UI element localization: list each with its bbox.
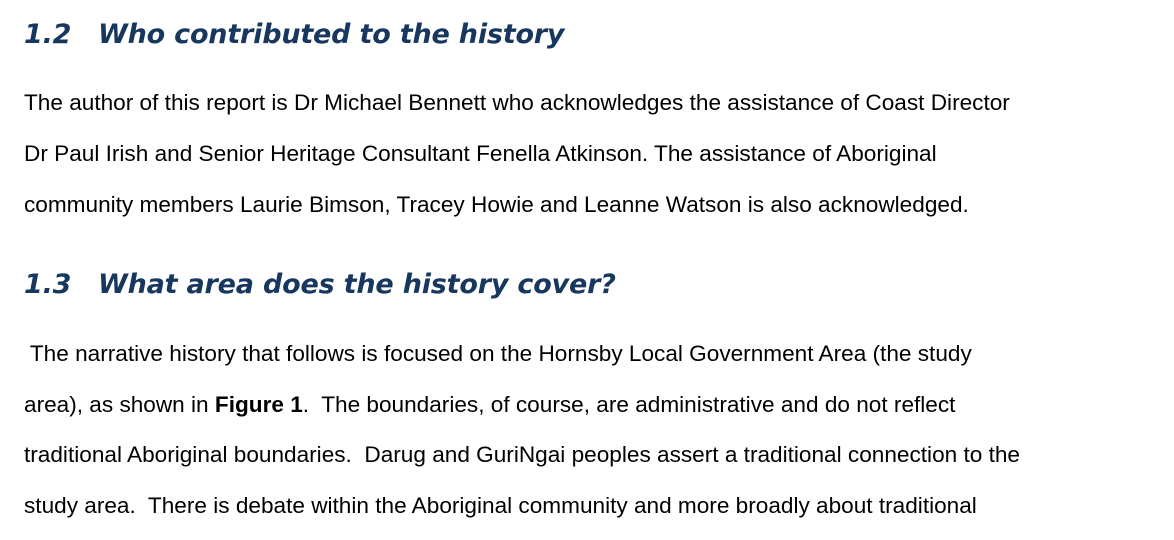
section-heading-1-2 — [24, 19, 564, 50]
line-text: . The boundaries, of course, are administrative and do not reflect — [302, 392, 956, 417]
section-title: Who contributed to the history — [98, 19, 565, 50]
paragraph-line: The narrative history that follows is focused on the Hornsby Local Government Area (the study — [24, 341, 972, 366]
section-title: What area does the history cover? — [98, 269, 616, 300]
line-text: area), as shown in — [24, 392, 215, 417]
section-heading-1-3 — [24, 269, 616, 300]
paragraph-line — [24, 394, 955, 417]
paragraph-line: study area. There is debate within the Aboriginal community and more broadly about traditional — [24, 493, 977, 518]
paragraph-line: traditional Aboriginal boundaries. Darug and GuriNgai peoples assert a traditional connection to the — [24, 442, 1021, 467]
figure-reference: Figure 1 — [214, 392, 303, 417]
paragraph-line: Dr Paul Irish and Senior Heritage Consultant Fenella Atkinson. The assistance of Aboriginal — [24, 141, 937, 166]
paragraph-line: community members Laurie Bimson, Tracey Howie and Leanne Watson is also acknowledged. — [24, 192, 969, 217]
section-number: 1.3 — [24, 269, 72, 300]
section-number: 1.2 — [24, 19, 72, 50]
paragraph-line: The author of this report is Dr Michael Bennett who acknowledges the assistance of Coast Director — [24, 90, 1010, 115]
